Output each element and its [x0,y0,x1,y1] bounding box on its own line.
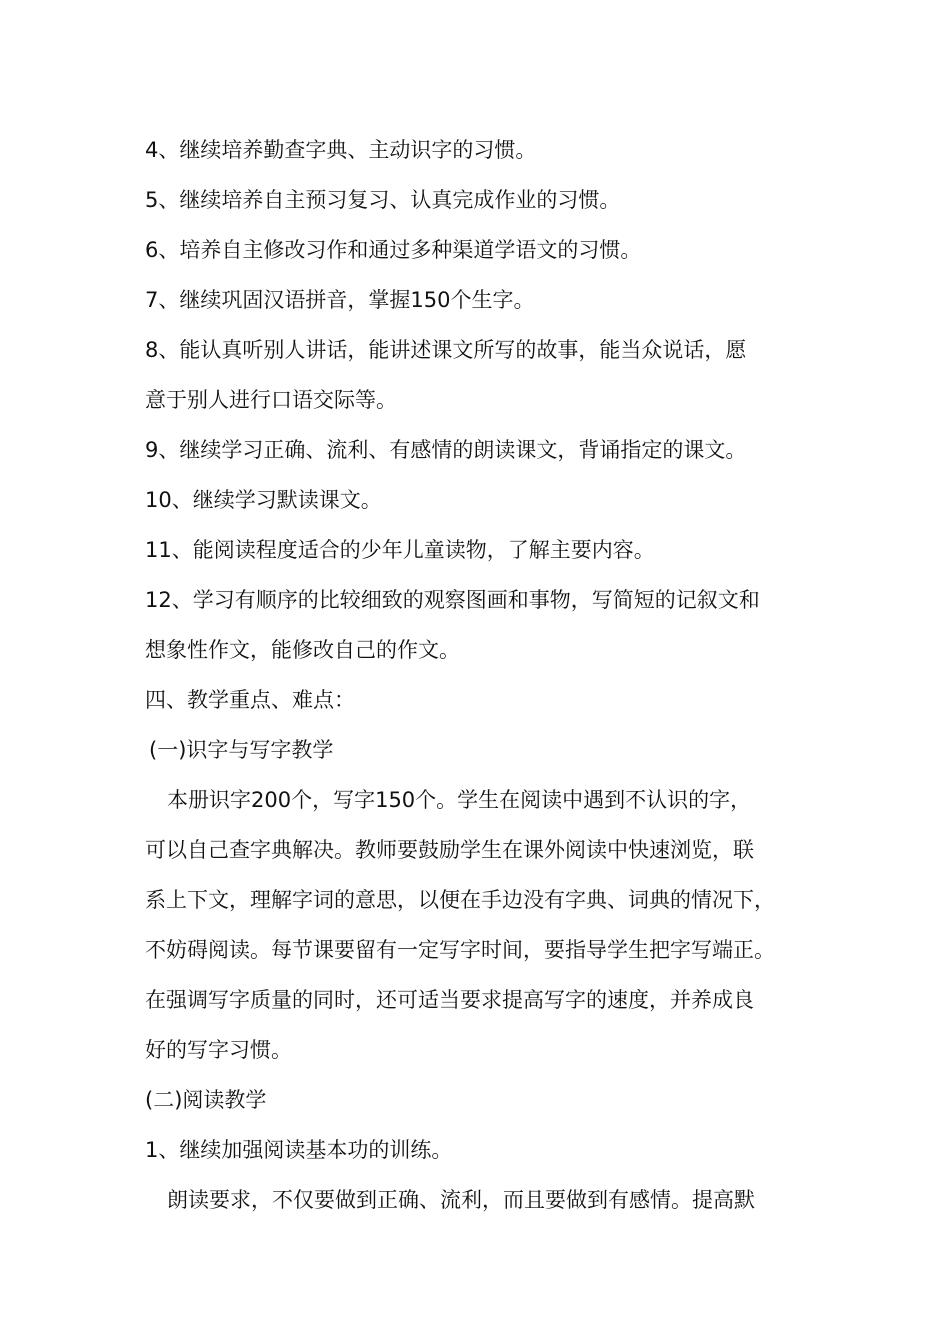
list-item-8-continued: 意于别人进行口语交际等。 [145,388,397,412]
paragraph-line: 好的写字习惯。 [145,1038,292,1062]
paragraph-line: 可以自己查字典解决。教师要鼓励学生在课外阅读中快速浏览，联 [145,838,754,862]
list-item-10: 10、继续学习默读课文。 [145,488,382,512]
section-heading: 四、教学重点、难点： [145,688,355,712]
paragraph-line: 在强调写字质量的同时，还可适当要求提高写字的速度，并养成良 [145,988,754,1012]
subsection-heading-1: (一)识字与写字教学 [149,738,334,762]
paragraph-line: 系上下文，理解字词的意思，以便在手边没有字典、词典的情况下， [145,888,775,912]
list-item-8: 8、能认真听别人讲话，能讲述课文所写的故事，能当众说话，愿 [145,338,747,362]
list-item-6: 6、培养自主修改习作和通过多种渠道学语文的习惯。 [145,238,642,262]
reading-item-1: 1、继续加强阅读基本功的训练。 [145,1138,453,1162]
list-item-9: 9、继续学习正确、流利、有感情的朗读课文，背诵指定的课文。 [145,438,747,462]
list-item-5: 5、继续培养自主预习复习、认真完成作业的习惯。 [145,188,621,212]
list-item-12-continued: 想象性作文，能修改自己的作文。 [145,638,460,662]
list-item-11: 11、能阅读程度适合的少年儿童读物，了解主要内容。 [145,538,655,562]
subsection-heading-2: (二)阅读教学 [145,1088,267,1112]
paragraph-line: 不妨碍阅读。每节课要留有一定写字时间，要指导学生把字写端正。 [145,938,775,962]
paragraph-line: 朗读要求，不仅要做到正确、流利，而且要做到有感情。提高默 [167,1188,755,1212]
list-item-12: 12、学习有顺序的比较细致的观察图画和事物，写简短的记叙文和 [145,588,760,612]
list-item-7: 7、继续巩固汉语拼音，掌握150个生字。 [145,288,535,312]
list-item-4: 4、继续培养勤查字典、主动识字的习惯。 [145,138,537,162]
paragraph-line: 本册识字200个，写字150个。学生在阅读中遇到不认识的字， [167,788,752,812]
